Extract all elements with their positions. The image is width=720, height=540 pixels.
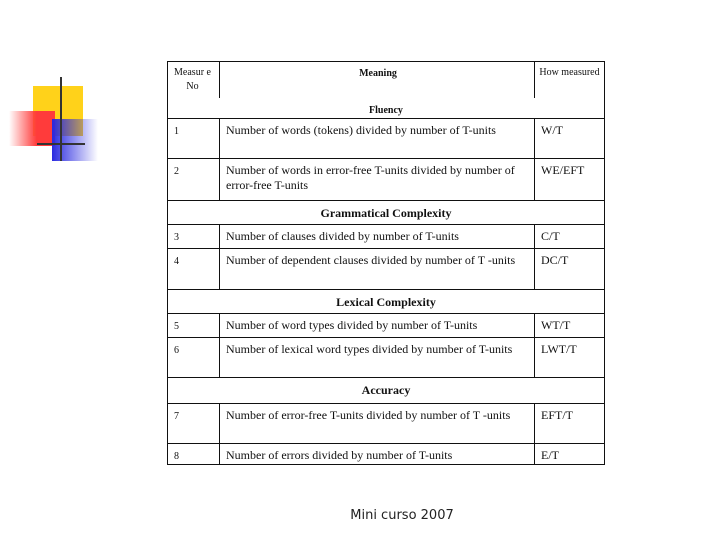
table-row [168,337,604,377]
section-row-grammatical-complexity [168,200,604,224]
header-how-measured: How measured [539,67,600,78]
measure-meaning: Number of clauses divided by number of T-units [220,225,535,248]
decorative-horizontal-line [37,143,85,145]
measure-no: 3 [168,225,220,248]
measure-formula: WE/EFT [541,163,585,177]
measure-formula: DC/T [541,253,569,267]
measure-meaning: Number of errors divided by number of T-units [220,444,535,464]
section-row-lexical-complexity [168,289,604,313]
table-row [168,313,604,337]
measure-no: 2 [168,159,220,200]
measure-no: 6 [168,338,220,377]
measure-formula: C/T [541,229,560,243]
decorative-blue-square [52,119,98,161]
measure-formula: E/T [541,448,559,462]
measure-no: 8 [168,444,220,464]
section-title: Accuracy [361,383,411,397]
measure-formula: EFT/T [541,408,573,422]
decorative-red-square [9,111,55,146]
header-measure-no: Measur e No [168,62,220,98]
measure-meaning: Number of words (tokens) divided by number of T-units [220,119,535,158]
table-row [168,248,604,289]
table-row [168,118,604,158]
measure-formula: WT/T [541,318,571,332]
table-row [168,403,604,443]
measure-meaning: Number of lexical word types divided by number of T-units [220,338,535,377]
measure-meaning: Number of error-free T-units divided by number of T -units [220,404,535,443]
table-row [168,443,604,464]
section-row-accuracy [168,377,604,403]
measure-no: 1 [168,119,220,158]
section-title: Fluency [369,105,403,116]
measure-formula: LWT/T [541,342,577,356]
table-row [168,224,604,248]
measure-formula: W/T [541,123,563,137]
table-row [168,158,604,200]
measures-table [167,61,605,465]
section-row-fluency [168,98,604,118]
header-meaning: Meaning [220,62,535,98]
measure-meaning: Number of words in error-free T-units divided by number of error-free T-units [220,159,535,200]
measure-no: 5 [168,314,220,337]
measure-no: 4 [168,249,220,289]
measure-no: 7 [168,404,220,443]
section-title: Lexical Complexity [336,295,436,309]
decorative-vertical-line [60,77,62,161]
footer-text: Mini curso 2007 [350,508,454,523]
section-title: Grammatical Complexity [320,206,452,220]
measure-meaning: Number of word types divided by number of T-units [220,314,535,337]
measure-meaning: Number of dependent clauses divided by number of T -units [220,249,535,289]
table-header-row [168,62,604,98]
